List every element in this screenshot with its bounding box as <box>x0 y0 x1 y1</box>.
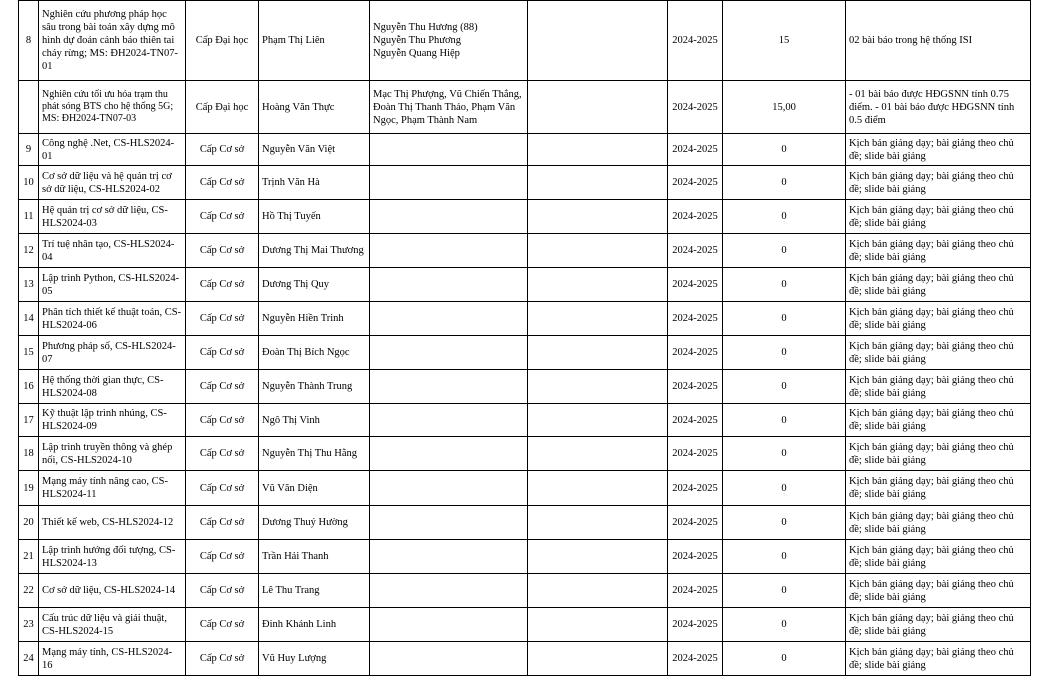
table-row <box>19 608 1031 642</box>
empty-cell <box>528 642 668 676</box>
topic-owner: Ngô Thị Vinh <box>259 404 370 437</box>
empty-cell <box>528 81 668 134</box>
topic-name <box>39 1 186 81</box>
topic-level: Cấp Cơ sở <box>186 134 259 166</box>
topic-owner: Đinh Khánh Linh <box>259 608 370 642</box>
topic-level: Cấp Cơ sở <box>186 608 259 642</box>
row-number: 22 <box>19 574 39 608</box>
member-line: Nguyễn Thu Hương (88) <box>373 22 478 33</box>
topic-hours: 0 <box>723 471 846 506</box>
topic-level: Cấp Đại học <box>186 1 259 81</box>
row-number: 11 <box>19 200 39 234</box>
topic-name: Công nghệ .Net, CS-HLS2024-01 <box>39 134 186 166</box>
topic-level: Cấp Cơ sở <box>186 437 259 471</box>
topic-members <box>370 471 528 506</box>
topic-year: 2024-2025 <box>668 437 723 471</box>
topic-owner: Vũ Huy Lượng <box>259 642 370 676</box>
topic-hours: 15 <box>723 1 846 81</box>
topic-members <box>370 268 528 302</box>
topic-members <box>370 437 528 471</box>
topic-output: Kịch bản giảng dạy; bài giảng theo chủ đề; slide bài giảng <box>846 302 1031 336</box>
topic-members <box>370 336 528 370</box>
table-row <box>19 134 1031 166</box>
topic-hours: 0 <box>723 336 846 370</box>
table-row <box>19 642 1031 676</box>
topic-year: 2024-2025 <box>668 234 723 268</box>
topic-hours: 0 <box>723 134 846 166</box>
topic-owner: Dương Thuý Hường <box>259 506 370 540</box>
topic-year: 2024-2025 <box>668 134 723 166</box>
topic-hours: 0 <box>723 370 846 404</box>
topic-members <box>370 81 528 134</box>
empty-cell <box>528 540 668 574</box>
topic-output: Kịch bản giảng dạy; bài giảng theo chủ đề; slide bài giảng <box>846 471 1031 506</box>
topic-level: Cấp Cơ sở <box>186 336 259 370</box>
topic-owner: Lê Thu Trang <box>259 574 370 608</box>
row-number: 10 <box>19 166 39 200</box>
table-row <box>19 506 1031 540</box>
topic-name: Trí tuệ nhân tạo, CS-HLS2024-04 <box>39 234 186 268</box>
topic-level: Cấp Cơ sở <box>186 166 259 200</box>
empty-cell <box>528 471 668 506</box>
row-number: 21 <box>19 540 39 574</box>
topic-owner: Nguyễn Hiền Trinh <box>259 302 370 336</box>
topic-name: Mạng máy tính nâng cao, CS-HLS2024-11 <box>39 471 186 506</box>
topic-year: 2024-2025 <box>668 166 723 200</box>
empty-cell <box>528 1 668 81</box>
table-row <box>19 471 1031 506</box>
topic-owner: Nguyễn Thị Thu Hằng <box>259 437 370 471</box>
topic-level: Cấp Cơ sở <box>186 370 259 404</box>
topic-name: Phân tích thiết kế thuật toán, CS-HLS2024-06 <box>39 302 186 336</box>
topic-year: 2024-2025 <box>668 506 723 540</box>
table-row <box>19 437 1031 471</box>
row-number: 20 <box>19 506 39 540</box>
topic-members <box>370 166 528 200</box>
topic-level: Cấp Cơ sở <box>186 642 259 676</box>
topic-members <box>370 608 528 642</box>
member-line: Nguyễn Quang Hiệp <box>373 48 460 59</box>
row-number: 24 <box>19 642 39 676</box>
topic-level: Cấp Cơ sở <box>186 302 259 336</box>
topic-owner: Hồ Thị Tuyến <box>259 200 370 234</box>
topic-name: Lập trình Python, CS-HLS2024-05 <box>39 268 186 302</box>
topic-hours: 0 <box>723 574 846 608</box>
topic-name: Cơ sở dữ liệu và hệ quản trị cơ sở dữ liệu, CS-HLS2024-02 <box>39 166 186 200</box>
topic-owner: Trần Hải Thanh <box>259 540 370 574</box>
topic-year: 2024-2025 <box>668 1 723 81</box>
empty-cell <box>528 370 668 404</box>
row-number: 23 <box>19 608 39 642</box>
topic-output: Kịch bản giảng dạy; bài giảng theo chủ đề; slide bài giảng <box>846 437 1031 471</box>
topic-output: Kịch bản giảng dạy; bài giảng theo chủ đề; slide bài giảng <box>846 336 1031 370</box>
topic-name: Lập trình truyền thông và ghép nối, CS-HLS2024-10 <box>39 437 186 471</box>
table-row <box>19 268 1031 302</box>
topic-year: 2024-2025 <box>668 81 723 134</box>
topic-hours: 0 <box>723 200 846 234</box>
table-row <box>19 166 1031 200</box>
topic-members <box>370 302 528 336</box>
row-number: 16 <box>19 370 39 404</box>
topic-name: Mạng máy tính, CS-HLS2024-16 <box>39 642 186 676</box>
table-row <box>19 574 1031 608</box>
topic-output: Kịch bản giảng dạy; bài giảng theo chủ đề; slide bài giảng <box>846 506 1031 540</box>
topic-members <box>370 1 528 81</box>
table-row <box>19 540 1031 574</box>
topic-owner: Phạm Thị Liên <box>259 1 370 81</box>
empty-cell <box>528 336 668 370</box>
empty-cell <box>528 437 668 471</box>
topic-year: 2024-2025 <box>668 268 723 302</box>
empty-cell <box>528 608 668 642</box>
topic-members <box>370 506 528 540</box>
member-line: Mạc Thị Phượng, Vũ Chiến Thắng, Đoàn Thị Thanh Thảo, Phạm Văn Ngọc, Phạm Thành Nam <box>373 88 522 126</box>
topic-output: Kịch bản giảng dạy; bài giảng theo chủ đề; slide bài giảng <box>846 540 1031 574</box>
research-topics-table <box>18 0 1031 676</box>
row-number: 8 <box>19 1 39 81</box>
topic-name: Phương pháp số, CS-HLS2024-07 <box>39 336 186 370</box>
topic-level: Cấp Cơ sở <box>186 268 259 302</box>
topic-name: Cấu trúc dữ liệu và giải thuật, CS-HLS2024-15 <box>39 608 186 642</box>
topic-level: Cấp Cơ sở <box>186 540 259 574</box>
empty-cell <box>528 234 668 268</box>
topic-level: Cấp Đại học <box>186 81 259 134</box>
topic-level: Cấp Cơ sở <box>186 234 259 268</box>
topic-year: 2024-2025 <box>668 200 723 234</box>
topic-name: Kỹ thuật lập trình nhúng, CS-HLS2024-09 <box>39 404 186 437</box>
empty-cell <box>528 134 668 166</box>
topic-members <box>370 200 528 234</box>
topic-name: Lập trình hướng đối tượng, CS-HLS2024-13 <box>39 540 186 574</box>
empty-cell <box>528 302 668 336</box>
row-number: 17 <box>19 404 39 437</box>
topic-hours: 15,00 <box>723 81 846 134</box>
topic-owner: Nguyễn Văn Việt <box>259 134 370 166</box>
topic-name <box>39 81 186 134</box>
topic-output: Kịch bản giảng dạy; bài giảng theo chủ đề; slide bài giảng <box>846 404 1031 437</box>
topic-hours: 0 <box>723 437 846 471</box>
topic-level: Cấp Cơ sở <box>186 404 259 437</box>
topic-owner: Hoàng Văn Thực <box>259 81 370 134</box>
topic-level: Cấp Cơ sở <box>186 200 259 234</box>
table-row <box>19 1 1031 81</box>
topic-output: Kịch bản giảng dạy; bài giảng theo chủ đề; slide bài giảng <box>846 642 1031 676</box>
topic-members <box>370 642 528 676</box>
topic-members <box>370 234 528 268</box>
topic-level: Cấp Cơ sở <box>186 574 259 608</box>
table-row <box>19 81 1031 134</box>
topic-owner: Dương Thị Quy <box>259 268 370 302</box>
topic-name-text: Nghiên cứu phương pháp học sâu trong bài toán xây dựng mô hình dự đoán cảnh báo thiên tai cháy rừng; MS: ĐH2024-TN07-01 <box>42 9 179 72</box>
table-row <box>19 200 1031 234</box>
topic-hours: 0 <box>723 302 846 336</box>
topic-hours: 0 <box>723 642 846 676</box>
topic-hours: 0 <box>723 404 846 437</box>
empty-cell <box>528 574 668 608</box>
topic-members <box>370 574 528 608</box>
topic-output: Kịch bản giảng dạy; bài giảng theo chủ đề; slide bài giảng <box>846 166 1031 200</box>
topic-owner: Đoàn Thị Bích Ngọc <box>259 336 370 370</box>
topic-owner: Trịnh Văn Hà <box>259 166 370 200</box>
topic-output: Kịch bản giảng dạy; bài giảng theo chủ đề; slide bài giảng <box>846 234 1031 268</box>
topic-members <box>370 404 528 437</box>
row-number: 12 <box>19 234 39 268</box>
topic-output: Kịch bản giảng dạy; bài giảng theo chủ đề; slide bài giảng <box>846 574 1031 608</box>
topic-hours: 0 <box>723 234 846 268</box>
topic-owner: Dương Thị Mai Thương <box>259 234 370 268</box>
topic-year: 2024-2025 <box>668 336 723 370</box>
topic-name: Hệ thống thời gian thực, CS-HLS2024-08 <box>39 370 186 404</box>
topic-name: Hệ quản trị cơ sở dữ liệu, CS-HLS2024-03 <box>39 200 186 234</box>
row-number: 13 <box>19 268 39 302</box>
topic-year: 2024-2025 <box>668 608 723 642</box>
table-row <box>19 370 1031 404</box>
topic-members <box>370 540 528 574</box>
topic-output: - 01 bài báo được HĐGSNN tính 0.75 điểm. - 01 bài báo được HĐGSNN tính 0.5 điểm <box>846 81 1031 134</box>
topic-hours: 0 <box>723 506 846 540</box>
empty-cell <box>528 268 668 302</box>
table-row <box>19 404 1031 437</box>
row-number: 15 <box>19 336 39 370</box>
topic-year: 2024-2025 <box>668 404 723 437</box>
topic-hours: 0 <box>723 268 846 302</box>
topic-name: Thiết kế web, CS-HLS2024-12 <box>39 506 186 540</box>
topic-output: Kịch bản giảng dạy; bài giảng theo chủ đề; slide bài giảng <box>846 608 1031 642</box>
topic-output: 02 bài báo trong hệ thống ISI <box>846 1 1031 81</box>
topic-hours: 0 <box>723 166 846 200</box>
topic-year: 2024-2025 <box>668 471 723 506</box>
member-line: Nguyễn Thu Phương <box>373 35 462 46</box>
row-number: 19 <box>19 471 39 506</box>
topic-hours: 0 <box>723 540 846 574</box>
topic-members <box>370 134 528 166</box>
topic-output: Kịch bản giảng dạy; bài giảng theo chủ đề; slide bài giảng <box>846 370 1031 404</box>
empty-cell <box>528 506 668 540</box>
topic-output: Kịch bản giảng dạy; bài giảng theo chủ đề; slide bài giảng <box>846 134 1031 166</box>
empty-cell <box>528 200 668 234</box>
row-number: 18 <box>19 437 39 471</box>
topic-year: 2024-2025 <box>668 574 723 608</box>
empty-cell <box>528 166 668 200</box>
topic-hours: 0 <box>723 608 846 642</box>
topic-owner: Vũ Văn Diện <box>259 471 370 506</box>
topic-output: Kịch bản giảng dạy; bài giảng theo chủ đề; slide bài giảng <box>846 200 1031 234</box>
row-number: 14 <box>19 302 39 336</box>
topic-level: Cấp Cơ sở <box>186 506 259 540</box>
topic-members <box>370 370 528 404</box>
topic-name-text: Nghiên cứu tối ưu hóa trạm thu phát sóng BTS cho hệ thống 5G; MS: ĐH2024-TN07-03 <box>42 89 174 124</box>
topic-year: 2024-2025 <box>668 302 723 336</box>
empty-cell <box>528 404 668 437</box>
row-number: 9 <box>19 134 39 166</box>
topic-year: 2024-2025 <box>668 642 723 676</box>
topic-year: 2024-2025 <box>668 370 723 404</box>
topic-name: Cơ sở dữ liệu, CS-HLS2024-14 <box>39 574 186 608</box>
topic-year: 2024-2025 <box>668 540 723 574</box>
topic-output: Kịch bản giảng dạy; bài giảng theo chủ đề; slide bài giảng <box>846 268 1031 302</box>
topic-level: Cấp Cơ sở <box>186 471 259 506</box>
row-number <box>19 81 39 134</box>
table-row <box>19 336 1031 370</box>
table-row <box>19 302 1031 336</box>
table-row <box>19 234 1031 268</box>
topic-owner: Nguyễn Thành Trung <box>259 370 370 404</box>
